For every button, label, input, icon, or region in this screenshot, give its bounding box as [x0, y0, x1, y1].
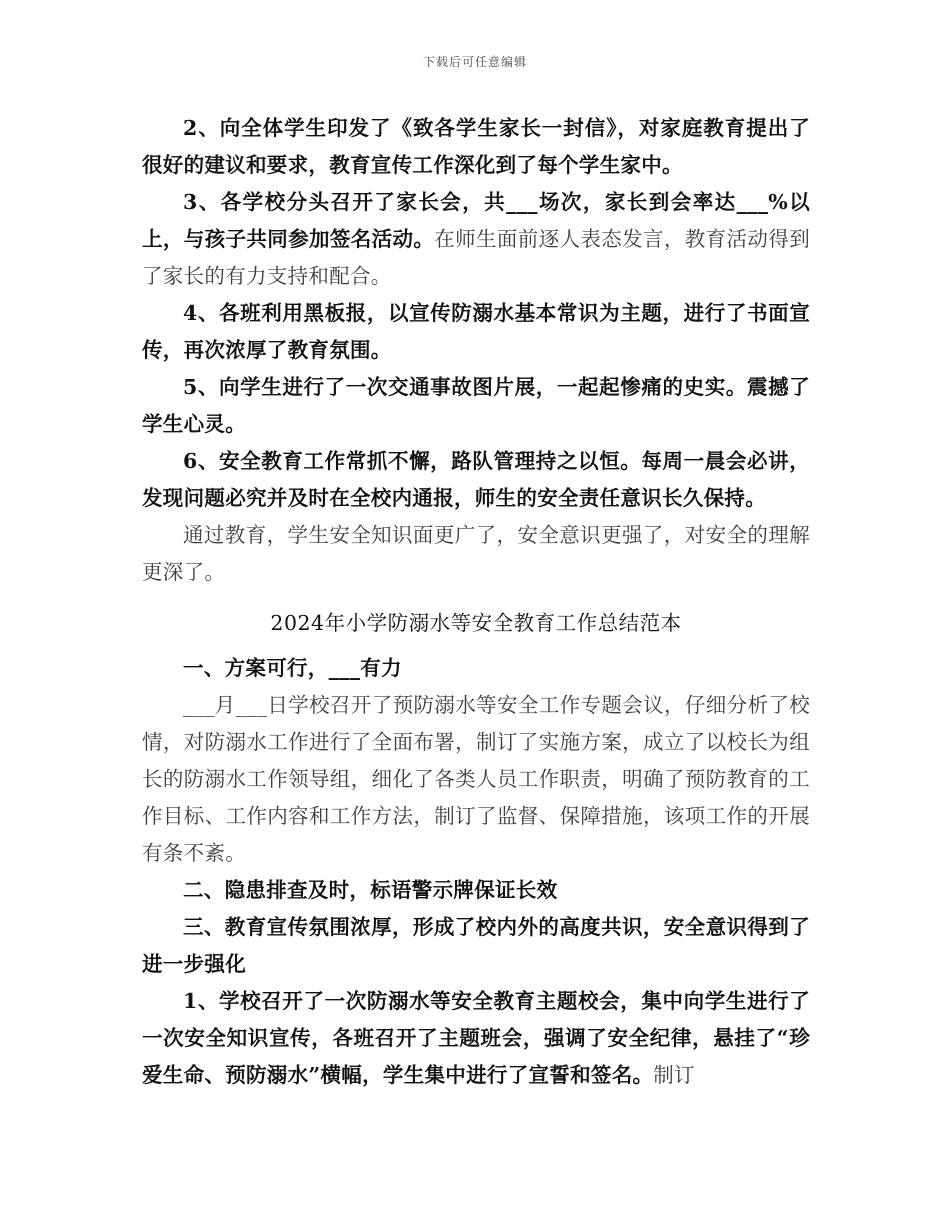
paragraph-5: 5、向学生进行了一次交通事故图片展，一起起惨痛的史实。震撼了学生心灵。: [142, 375, 810, 436]
section-3-heading: 三、教育宣传氛围浓厚，形成了校内外的高度共识，安全意识得到了进一步强化: [142, 915, 810, 976]
paragraph-summary: 通过教育，学生安全知识面更广了，安全意识更强了，对安全的理解更深了。: [142, 523, 810, 584]
paragraph-2: 2、向全体学生印发了《致各学生家长一封信》，对家庭教育提出了很好的建议和要求，教育宣传工作深化到了每个学生家中。: [142, 116, 810, 177]
document-body: [142, 110, 810, 1094]
section-3-paragraph-1-bold: 1、学校召开了一次防溺水等安全教育主题校会，集中向学生进行了一次安全知识宣传，各班召开了主题班会，强调了安全纪律，悬挂了“珍爱生命、预防溺水”横幅，学生集中进行了宣誓和签名。: [142, 989, 810, 1087]
paragraph-3-light: 在师生面前逐人表态发言，教育活动得到了家长的有力支持和配合。: [142, 227, 810, 288]
document-title: 2024年小学防溺水等安全教育工作总结范本: [270, 611, 682, 635]
paragraph-3: [142, 184, 810, 295]
paragraph-3-bold: 3、各学校分头召开了家长会，共___场次，家长到会率达___%以上，与孩子共同参加签名活动。: [142, 190, 810, 251]
paragraph-6: 6、安全教育工作常抓不懈，路队管理持之以恒。每周一晨会必讲，发现问题必究并及时在全校内通报，师生的安全责任意识长久保持。: [142, 449, 810, 510]
page-header: 下载后可任意编辑: [422, 55, 527, 69]
section-3-paragraph-1-light: 制订: [653, 1063, 695, 1087]
section-1-body: ___月___日学校召开了预防溺水等安全工作专题会议，仔细分析了校情，对防溺水工作进行了全面布署，制订了实施方案，成立了以校长为组长的防溺水工作领导组，细化了各类人员工作职责，明确了预防教育的工作目标、工作内容和工作方法，制订了监督、保障措施，该项工作的开展有条不紊。: [142, 693, 810, 865]
section-1-heading: 一、方案可行，___有力: [183, 656, 402, 680]
paragraph-4: 4、各班利用黑板报，以宣传防溺水基本常识为主题，进行了书面宣传，再次浓厚了教育氛围。: [142, 301, 810, 362]
section-3-paragraph-1: [142, 983, 810, 1094]
section-2-heading: 二、隐患排查及时，标语警示牌保证长效: [183, 878, 558, 902]
